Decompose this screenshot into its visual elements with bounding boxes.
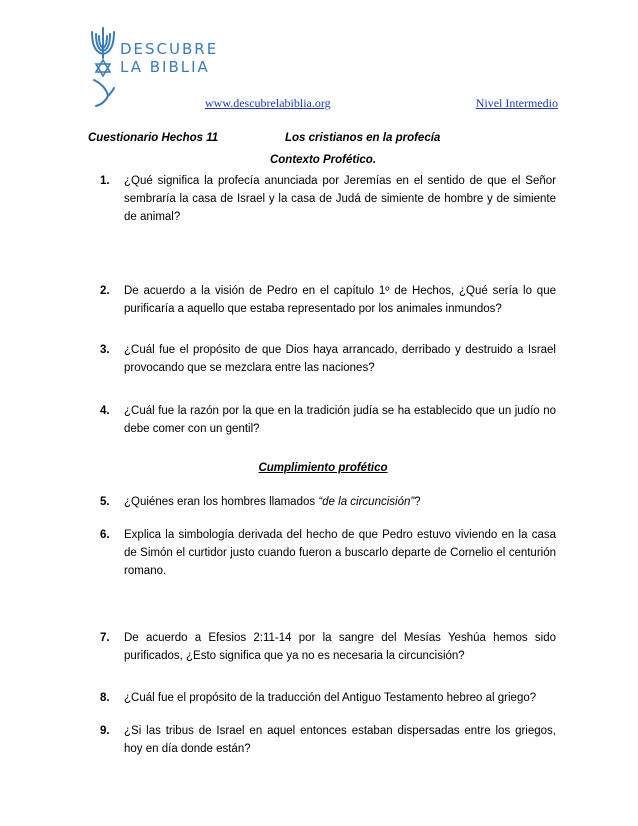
question-text: Explica la simbología derivada del hecho de que Pedro estuvo viviendo en la casa de Simón el curtidor justo cuando fueron a buscarlo departe de Cornelio el centurión romano. bbox=[124, 529, 556, 577]
question-item bbox=[100, 172, 556, 226]
title-row bbox=[88, 132, 558, 148]
question-text bbox=[124, 493, 556, 511]
section-heading-fulfillment bbox=[88, 462, 558, 474]
question-text: De acuerdo a Efesios 2:11-14 por la sangre del Mesías Yeshúa hemos sido purificados, ¿Esto significa que ya no es necesaria la circuncisión? bbox=[124, 632, 556, 662]
question-text: ¿Cuál fue el propósito de que Dios haya arrancado, derribado y destruido a Israel provocando que se mezclara entre las naciones? bbox=[124, 344, 556, 374]
level-link[interactable]: Nivel Intermedio bbox=[475, 96, 558, 110]
question-item bbox=[100, 493, 556, 511]
question-number: 2. bbox=[100, 285, 110, 297]
question-text-emphasis: “de la circuncisión” bbox=[318, 496, 415, 508]
brand-text bbox=[120, 40, 218, 76]
question-number: 6. bbox=[100, 529, 110, 541]
logo bbox=[88, 22, 218, 108]
question-number: 4. bbox=[100, 405, 110, 417]
question-text: ¿Si las tribus de Israel en aquel entonces estaban dispersadas entre los griegos, hoy en día donde están? bbox=[124, 725, 556, 755]
question-item bbox=[100, 689, 556, 707]
brand-line-1: DESCUBRE bbox=[120, 40, 219, 58]
question-number: 7. bbox=[100, 632, 110, 644]
topic-title: Los cristianos en la profecía bbox=[285, 132, 441, 144]
question-text: De acuerdo a la visión de Pedro en el capítulo 1º de Hechos, ¿Qué sería lo que purificaría a aquello que estaba representado por los animales inmundos? bbox=[124, 285, 556, 315]
question-item bbox=[100, 282, 556, 318]
question-number: 1. bbox=[100, 175, 110, 187]
brand-line-2: LA BIBLIA bbox=[120, 58, 210, 76]
question-number: 9. bbox=[100, 725, 110, 737]
question-text: ¿Cuál fue el propósito de la traducción del Antiguo Testamento hebreo al griego? bbox=[124, 692, 537, 704]
question-item bbox=[100, 722, 556, 758]
section-heading-context bbox=[88, 154, 558, 166]
question-item bbox=[100, 526, 556, 580]
questionnaire-title: Cuestionario Hechos 11 bbox=[88, 132, 219, 144]
question-text-part: ? bbox=[414, 496, 421, 508]
menorah-icon bbox=[88, 22, 118, 108]
question-number: 5. bbox=[100, 496, 110, 508]
website-link[interactable]: www.descubrelabiblia.org bbox=[205, 96, 331, 110]
question-text: ¿Cuál fue la razón por la que en la tradición judía se ha establecido que un judío no debe comer con un gentil? bbox=[124, 405, 556, 435]
question-text: ¿Qué significa la profecía anunciada por Jeremías en el sentido de que el Señor sembraría la casa de Israel y la casa de Judá de simiente de hombre y de simiente de animal? bbox=[124, 175, 556, 223]
question-item bbox=[100, 341, 556, 377]
question-number: 8. bbox=[100, 692, 110, 704]
section-heading-fulfillment-text: Cumplimiento profético bbox=[258, 462, 388, 474]
section-heading-context-text: Contexto Profético. bbox=[269, 154, 377, 166]
question-number: 3. bbox=[100, 344, 110, 356]
question-item bbox=[100, 629, 556, 665]
question-item bbox=[100, 402, 556, 438]
question-text-part: ¿Quiénes eran los hombres llamados bbox=[124, 496, 319, 508]
